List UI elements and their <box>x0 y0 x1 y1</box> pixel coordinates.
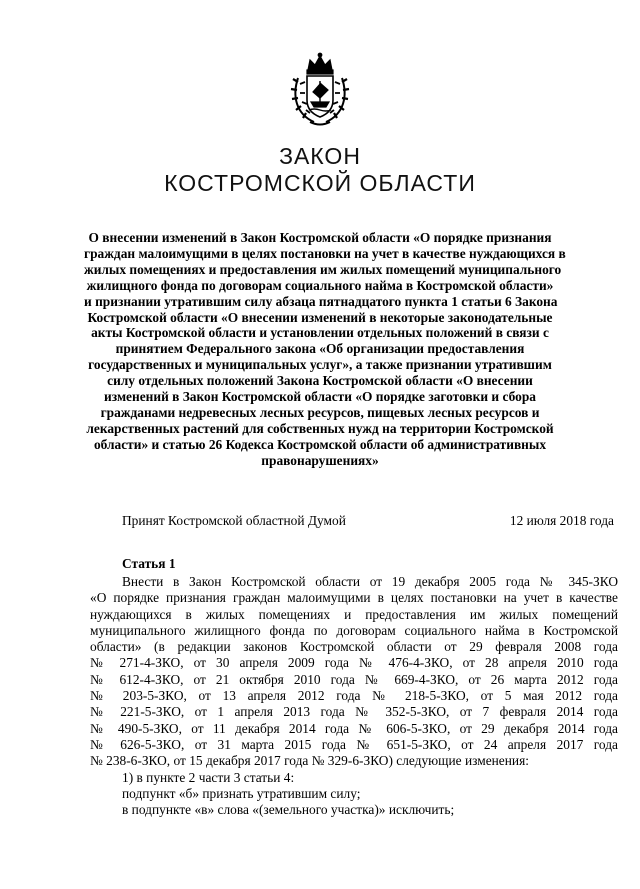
article-line: муниципального жилищного фонда по договорам социального найма в Костромской <box>90 622 618 638</box>
heading-line: акты Костромской области и установлении отдельных положений в связи с <box>91 325 549 341</box>
law-region-title: КОСТРОМСКОЙ ОБЛАСТИ <box>164 170 476 196</box>
article-item: подпункт «б» признать утратившим силу; <box>122 785 361 801</box>
heading-line: жилых помещениях и предоставления им жилых помещений муниципального <box>84 261 562 277</box>
article-line: № 271-4-ЗКО, от 30 апреля 2009 года № 476-4-ЗКО, от 28 апреля 2010 года <box>90 655 618 671</box>
article-line: № 221-5-ЗКО, от 1 апреля 2013 года № 352-5-ЗКО, от 7 февраля 2014 года <box>90 704 618 720</box>
heading-line: лекарственных растений для собственных нужд на территории Костромской <box>86 420 554 436</box>
article-line: № 626-5-ЗКО, от 31 марта 2015 года № 651-5-ЗКО, от 24 апреля 2017 года <box>90 736 618 752</box>
article-line: № 238-6-ЗКО, от 15 декабря 2017 года № 329-6-ЗКО) следующие изменения: <box>90 753 529 769</box>
heading-line: и признании утратившим силу абзаца пятнадцатого пункта 1 статьи 6 Закона <box>84 293 558 309</box>
article-line: области» (в редакции законов Костромской области от 29 февраля 2008 года <box>90 639 618 655</box>
heading-line: государственных и муниципальных услуг», а также признании утратившим <box>88 357 552 373</box>
article-line: № 203-5-ЗКО, от 13 апреля 2012 года № 218-5-ЗКО, от 5 мая 2012 года <box>90 688 618 704</box>
heading-line: силу отдельных положений Закона Костромской области «О внесении <box>107 373 533 389</box>
heading-line: гражданами недревесных лесных ресурсов, пищевых лесных ресурсов и <box>100 404 540 420</box>
adopted-date: 12 июля 2018 года <box>509 513 614 528</box>
heading-line: граждан малоимущими в целях постановки на учет в качестве нуждающихся в <box>84 245 566 261</box>
heading-line: области» и статью 26 Кодекса Костромской области об административных <box>93 436 547 452</box>
heading-line: Костромской области «О внесении изменений в некоторые законодательные <box>87 309 553 325</box>
law-title: ЗАКОН <box>279 143 361 169</box>
article-line: Внести в Закон Костромской области от 19 декабря 2005 года № 345-ЗКО <box>122 574 618 589</box>
article-item: в подпункте «в» слова «(земельного участка)» исключить; <box>122 802 455 818</box>
adopted-by: Принят Костромской областной Думой <box>122 513 346 528</box>
article-line: № 612-4-ЗКО, от 21 октября 2010 года № 669-4-ЗКО, от 26 марта 2012 года <box>90 671 618 687</box>
heading-line: принятием Федерального закона «Об организации предоставления <box>115 341 525 357</box>
heading-line: жилищного фонда по договорам социального найма в Костромской области» <box>86 277 554 293</box>
article-line: № 490-5-ЗКО, от 11 декабря 2014 года № 606-5-ЗКО, от 29 декабря 2014 года <box>90 720 618 736</box>
article-item: 1) в пункте 2 части 3 статьи 4: <box>122 769 295 785</box>
article-line: «О порядке признания граждан малоимущими в целях постановки на учет в качестве <box>90 590 618 606</box>
heading-line: правонарушениях» <box>261 452 379 468</box>
heading-line: изменений в Закон Костромской области «О порядке заготовки и сбора <box>104 389 536 405</box>
heading-line: О внесении изменений в Закон Костромской области «О порядке признания <box>88 230 552 245</box>
article-line: нуждающихся в жилых помещениях и предоставления им жилых помещений <box>90 606 618 622</box>
article-title: Статья 1 <box>122 556 176 571</box>
kostroma-coat-of-arms-icon <box>288 52 352 128</box>
law-heading <box>84 230 566 469</box>
article-body <box>90 574 618 818</box>
